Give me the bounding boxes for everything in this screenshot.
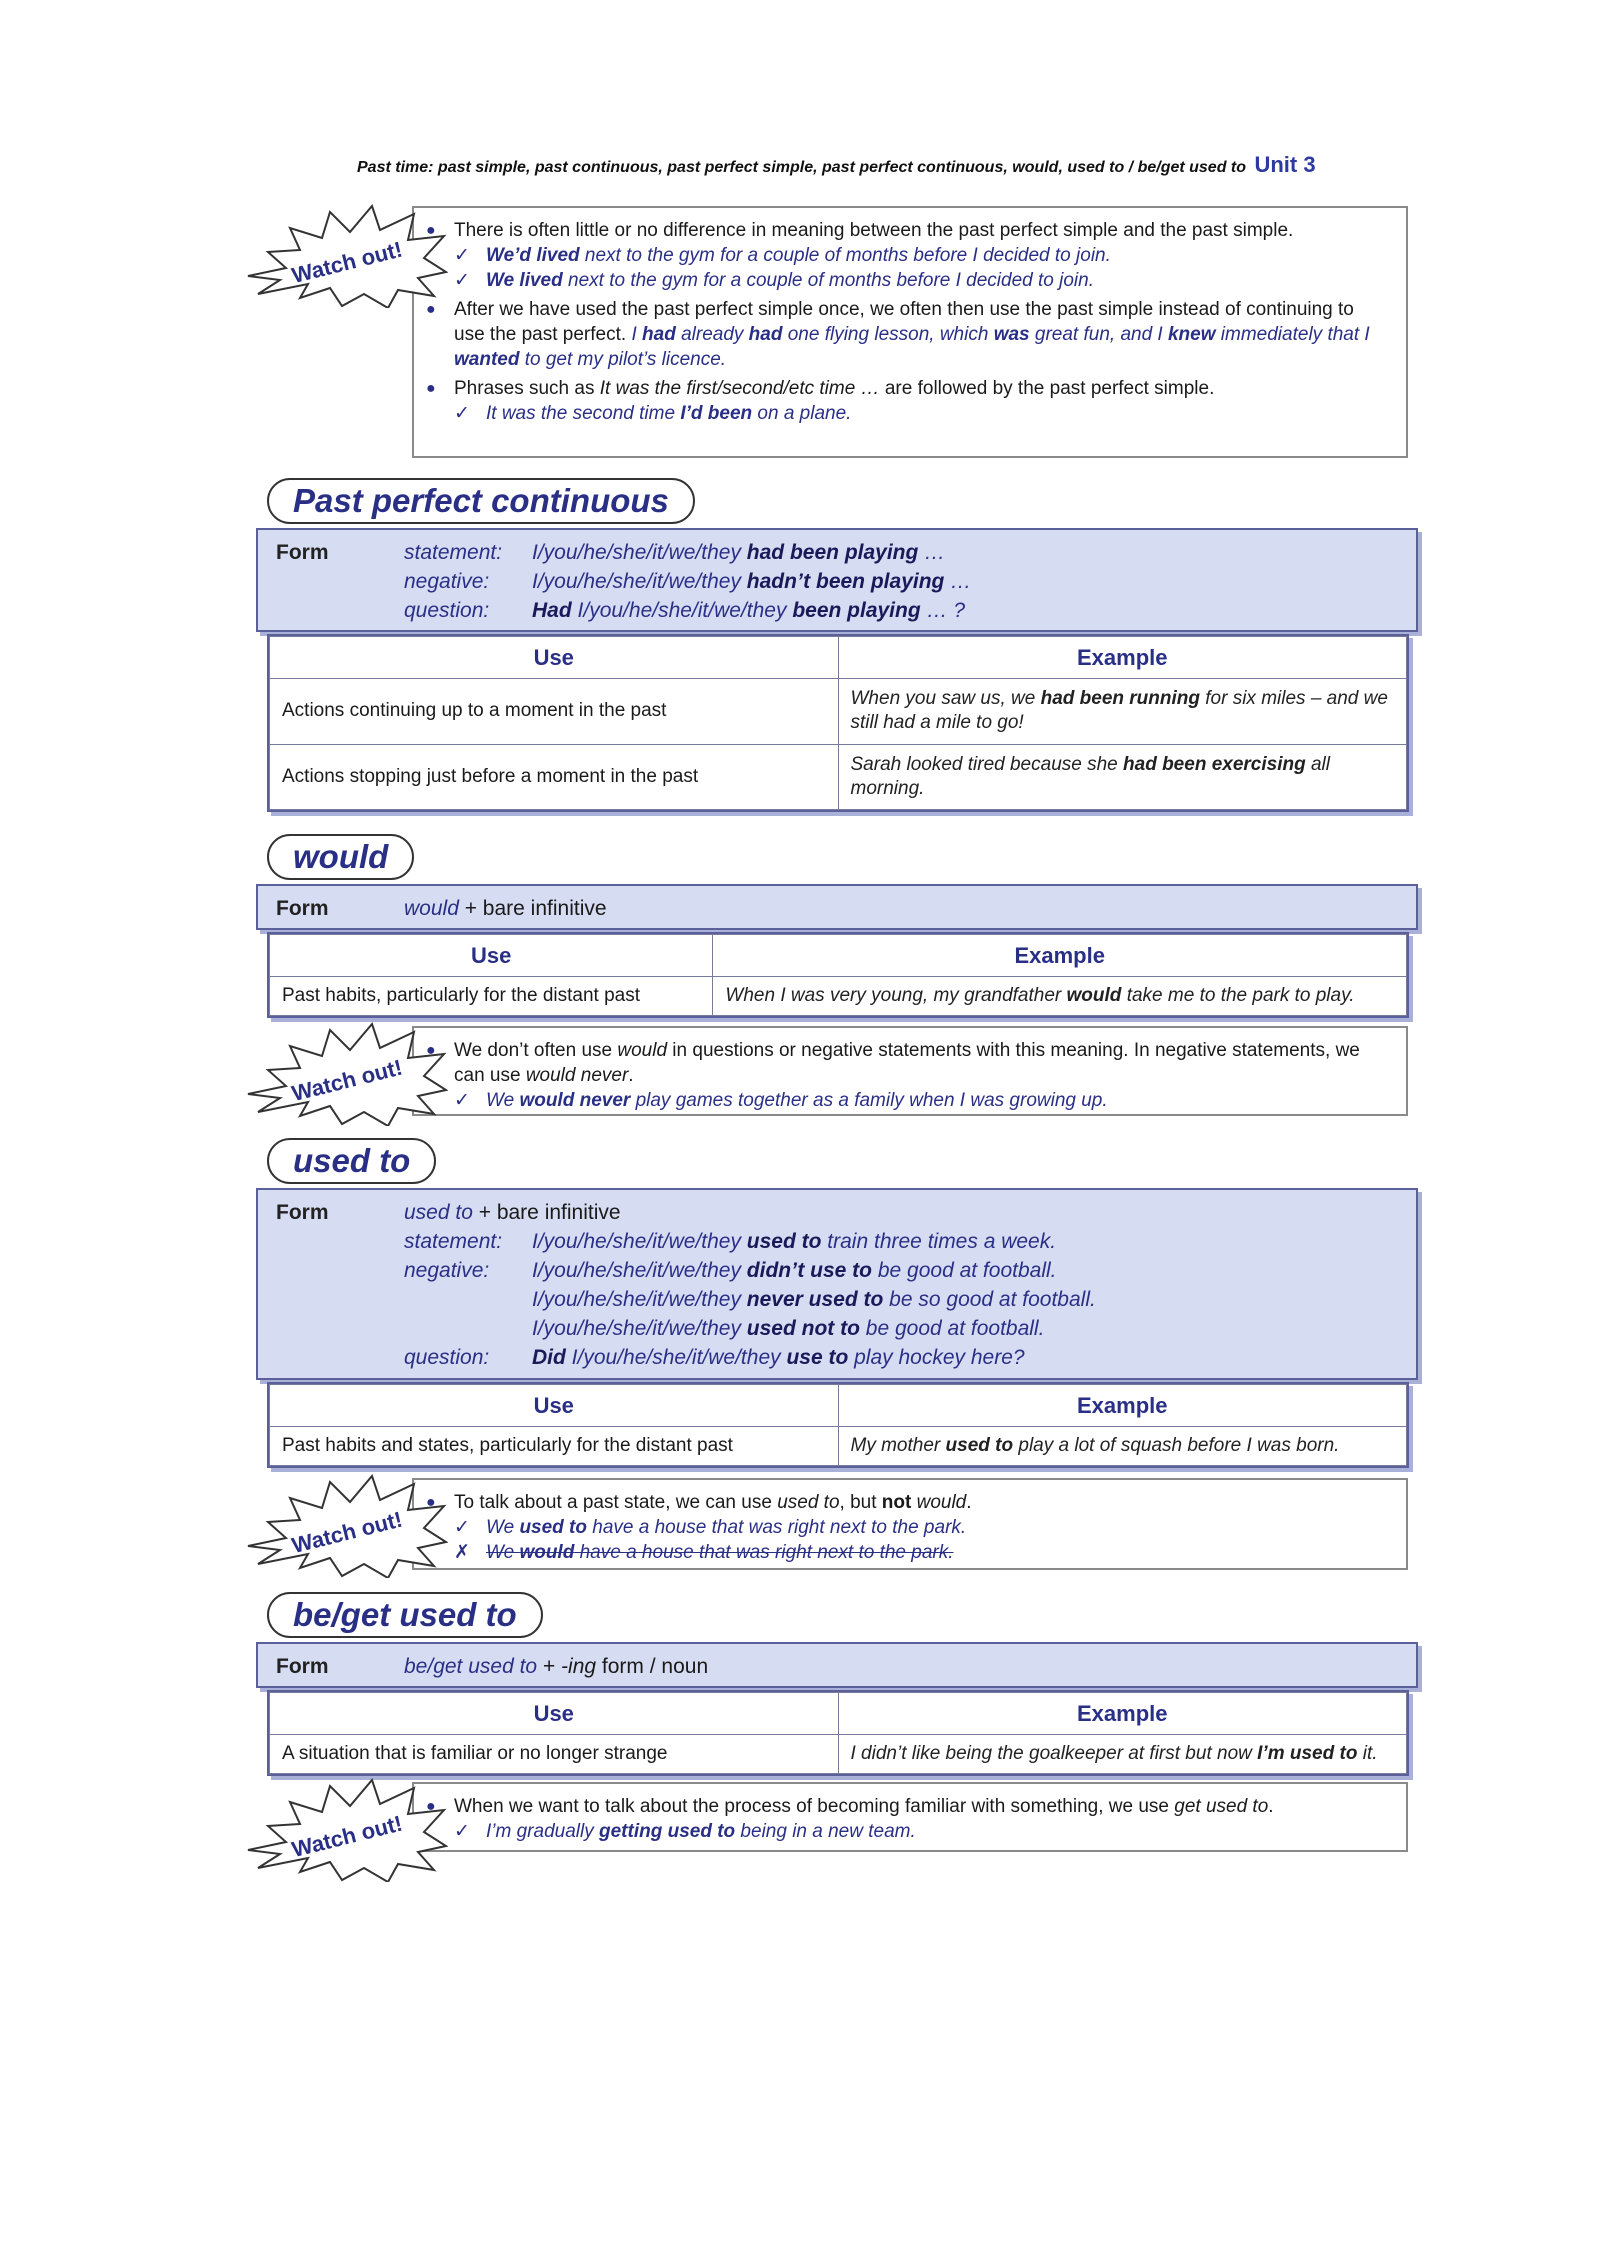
bullet-point: ● Phrases such as It was the first/second/etc time … are followed by the past perfect simple. xyxy=(454,376,1388,401)
use-header: Use xyxy=(270,935,713,977)
use-cell: Actions continuing up to a moment in the past xyxy=(270,679,839,745)
use-header: Use xyxy=(270,1693,839,1735)
form-line: be/get used to + -ing form / noun xyxy=(404,1655,709,1678)
watch-out-badge xyxy=(238,198,448,313)
example-header: Example xyxy=(838,637,1407,679)
tick-icon: ✓ xyxy=(454,403,470,424)
use-example-table-used-to xyxy=(267,1382,1409,1468)
use-cell: Actions stopping just before a moment in the past xyxy=(270,744,839,810)
bullet-point: ● After we have used the past perfect simple once, we often then use the past simple instead of continuing to use the past perfect. I had already had one flying lesson, which was great fun, and I knew immediately that I wanted to get my pilot’s licence. xyxy=(454,297,1388,372)
watch-out-label: Watch out! xyxy=(289,1506,405,1559)
use-cell: Past habits and states, particularly for the distant past xyxy=(270,1427,839,1466)
watch-out-box-past-perfect xyxy=(412,206,1408,458)
use-header: Use xyxy=(270,1385,839,1427)
section-heading-past-perfect-continuous: Past perfect continuous xyxy=(267,478,695,524)
example-cell: I didn’t like being the goalkeeper at first but now I’m used to it. xyxy=(838,1735,1407,1774)
negative-line: I/you/he/she/it/we/they never used to be so good at football. xyxy=(532,1288,1096,1311)
section-heading-used-to: used to xyxy=(267,1138,436,1184)
watch-out-box-be-get-used-to xyxy=(412,1782,1408,1852)
form-line: would + bare infinitive xyxy=(404,897,607,920)
burst-icon xyxy=(238,1772,448,1882)
watch-out-badge xyxy=(238,1468,448,1583)
use-example-table-past-perfect-continuous xyxy=(267,634,1409,812)
watch-out-box-would xyxy=(412,1026,1408,1116)
watch-out-badge xyxy=(238,1772,448,1887)
bullet-point: ● To talk about a past state, we can use used to, but not would. xyxy=(454,1490,1388,1515)
watch-out-label: Watch out! xyxy=(289,236,405,289)
example-line: ✓ We’d lived next to the gym for a couple of months before I decided to join. xyxy=(454,245,1111,266)
statement-line: statement: I/you/he/she/it/we/they had been playing … xyxy=(404,541,946,564)
watch-out-box-used-to xyxy=(412,1478,1408,1570)
negative-line: negative: I/you/he/she/it/we/they hadn’t been playing … xyxy=(404,570,972,593)
form-label: Form xyxy=(276,1655,329,1678)
watch-out-badge xyxy=(238,1016,448,1131)
example-line: ✓ We used to have a house that was right next to the park. xyxy=(454,1517,967,1538)
tick-icon: ✓ xyxy=(454,1090,470,1111)
bullet-point: ● We don’t often use would in questions or negative statements with this meaning. In negative statements, we can use would never. xyxy=(454,1038,1388,1088)
example-header: Example xyxy=(713,935,1407,977)
running-title: Past time: past simple, past continuous, past perfect simple, past perfect continuous, would, used to / be/get used to xyxy=(357,159,1247,176)
watch-out-label: Watch out! xyxy=(289,1810,405,1863)
example-cell: Sarah looked tired because she had been exercising all morning. xyxy=(838,744,1407,810)
running-head xyxy=(357,152,1407,178)
burst-icon xyxy=(238,198,448,308)
example-line: ✓ We would never play games together as a family when I was growing up. xyxy=(454,1090,1108,1111)
form-panel-be-get-used-to xyxy=(256,1642,1418,1688)
negative-line: negative: I/you/he/she/it/we/they didn’t use to be good at football. xyxy=(404,1259,1057,1282)
form-panel-past-perfect-continuous xyxy=(256,528,1418,632)
section-heading-be-get-used-to: be/get used to xyxy=(267,1592,543,1638)
burst-icon xyxy=(238,1468,448,1578)
example-line: ✗ We would have a house that was right next to the park. xyxy=(454,1542,954,1563)
example-cell: When I was very young, my grandfather would take me to the park to play. xyxy=(713,977,1407,1016)
cross-icon: ✗ xyxy=(454,1542,470,1563)
tick-icon: ✓ xyxy=(454,1517,470,1538)
example-cell: My mother used to play a lot of squash before I was born. xyxy=(838,1427,1407,1466)
tick-icon: ✓ xyxy=(454,245,470,266)
watch-out-label: Watch out! xyxy=(289,1054,405,1107)
table-row xyxy=(270,744,1407,810)
bullet-point: ● There is often little or no difference in meaning between the past perfect simple and the past simple. xyxy=(454,218,1388,243)
bullet-point: ● When we want to talk about the process of becoming familiar with something, we use get used to. xyxy=(454,1794,1388,1819)
example-line: ✓ We lived next to the gym for a couple of months before I decided to join. xyxy=(454,270,1094,291)
use-example-table-be-get-used-to xyxy=(267,1690,1409,1776)
example-header: Example xyxy=(838,1693,1407,1735)
use-header: Use xyxy=(270,637,839,679)
example-line: ✓ I’m gradually getting used to being in a new team. xyxy=(454,1821,916,1842)
form-label: Form xyxy=(276,541,329,564)
form-label: Form xyxy=(276,897,329,920)
burst-icon xyxy=(238,1016,448,1126)
form-label: Form xyxy=(276,1201,329,1224)
use-cell: A situation that is familiar or no longer strange xyxy=(270,1735,839,1774)
example-cell: When you saw us, we had been running for six miles – and we still had a mile to go! xyxy=(838,679,1407,745)
form-panel-used-to xyxy=(256,1188,1418,1380)
use-example-table-would xyxy=(267,932,1409,1018)
tick-icon: ✓ xyxy=(454,1821,470,1842)
table-row xyxy=(270,977,1407,1016)
table-row xyxy=(270,1735,1407,1774)
form-panel-would xyxy=(256,884,1418,930)
use-cell: Past habits, particularly for the distant past xyxy=(270,977,713,1016)
question-line: question: Had I/you/he/she/it/we/they been playing … ? xyxy=(404,599,966,622)
example-header: Example xyxy=(838,1385,1407,1427)
example-line: ✓ It was the second time I’d been on a plane. xyxy=(454,403,852,424)
statement-line: statement: I/you/he/she/it/we/they used to train three times a week. xyxy=(404,1230,1057,1253)
table-row xyxy=(270,1427,1407,1466)
question-line: question: Did I/you/he/she/it/we/they use to play hockey here? xyxy=(404,1346,1025,1369)
tick-icon: ✓ xyxy=(454,270,470,291)
section-heading-would: would xyxy=(267,834,414,880)
table-row xyxy=(270,679,1407,745)
negative-line: I/you/he/she/it/we/they used not to be good at football. xyxy=(532,1317,1045,1340)
unit-label: Unit 3 xyxy=(1254,152,1316,177)
form-line: used to + bare infinitive xyxy=(404,1201,621,1224)
